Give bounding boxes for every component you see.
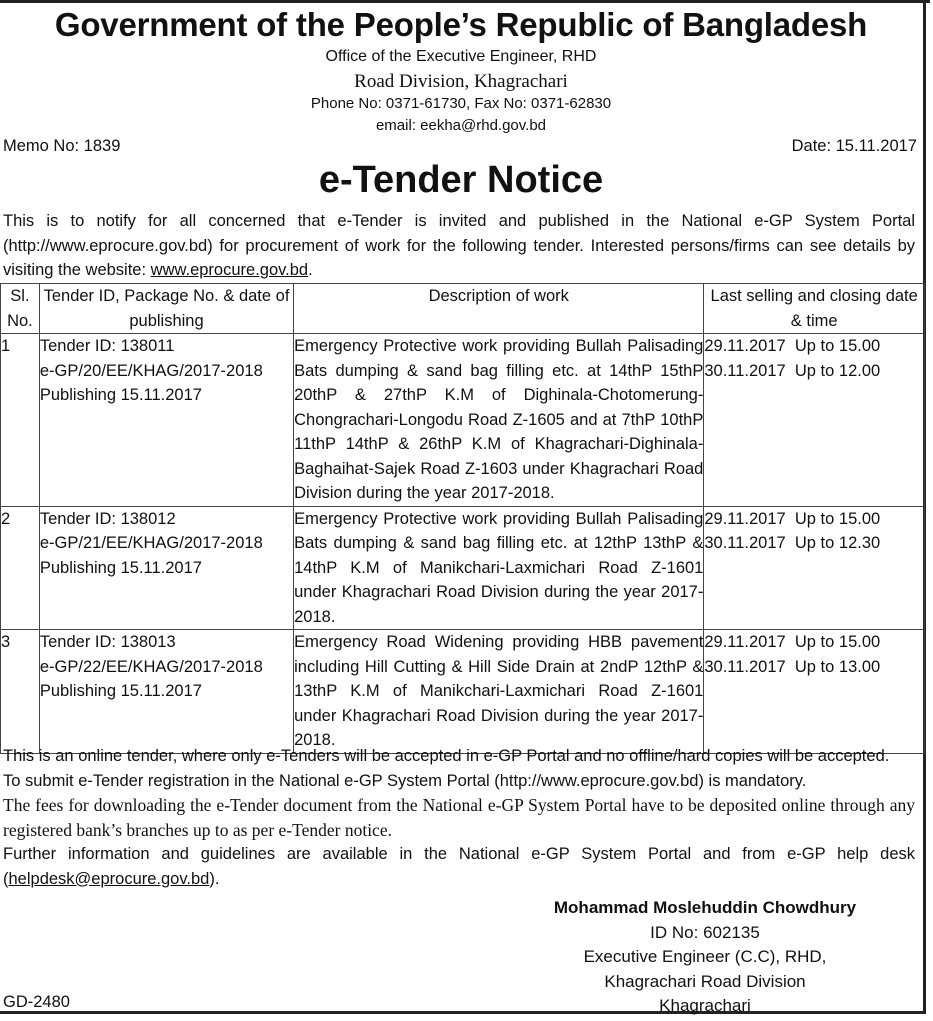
row-tender-info [39, 334, 293, 507]
closing-date: 30.11.2017 Up to 13.00 [704, 657, 881, 676]
header-tender: Tender ID, Package No. & date of publishing [39, 284, 293, 334]
closing-date: 30.11.2017 Up to 12.00 [704, 361, 881, 380]
helpdesk-link[interactable]: helpdesk@eprocure.gov.bd [8, 869, 210, 888]
row-tender-info [39, 630, 293, 754]
publishing-date: Publishing 15.11.2017 [39, 558, 202, 577]
row-sl: 1 [1, 334, 40, 507]
signatory-id: ID No: 602135 [650, 922, 760, 942]
row-tender-info [39, 506, 293, 630]
publishing-date: Publishing 15.11.2017 [39, 386, 202, 404]
signatory-name: Mohammad Moslehuddin Chowdhury [553, 898, 857, 917]
package-no: e-GP/20/EE/KHAG/2017-2018 [39, 361, 263, 380]
row-sl: 3 [1, 630, 40, 754]
package-no: e-GP/21/EE/KHAG/2017-2018 [39, 534, 263, 552]
division-name: Road Division, Khagrachari [354, 71, 568, 92]
tender-id: Tender ID: 138013 [39, 633, 176, 651]
eprocure-link[interactable]: www.eprocure.gov.bd [150, 261, 309, 279]
fees-note: The fees for downloading the e-Tender document from the National e-GP System Portal have to be deposited online through any registered bank’s branches up to as per e-Tender notice. [3, 795, 915, 840]
table-row [1, 630, 925, 754]
header-sl: Sl. No. [1, 284, 40, 334]
office-email: email: eekha@rhd.gov.bd [375, 117, 547, 134]
header-description: Description of work [294, 284, 704, 334]
intro-paragraph [3, 209, 915, 283]
table-row [1, 506, 925, 630]
gd-number: GD-2480 [3, 993, 70, 1011]
selling-date: 29.11.2017 Up to 15.00 [704, 337, 881, 355]
tender-id: Tender ID: 138011 [39, 337, 175, 355]
selling-date: 29.11.2017 Up to 15.00 [704, 509, 881, 528]
further-info-note [3, 842, 915, 891]
notice-date: Date: 15.11.2017 [791, 137, 917, 155]
row-description: Emergency Protective work providing Bullah Palisading Bats dumping & sand bag filling etc. at 12thP 13thP & 14thP K.M of Manikchari-Laxmichari Road Z-1601 under Khagrachari Road Division during the year 2017-2018. [294, 506, 704, 630]
intro-text: This is to notify for all concerned that e-Tender is invited and published in the National e-GP System Portal (http://www.eprocure.gov.bd) for procurement of work for the following tender. Interested persons/firms can see details by visiting the website: [3, 212, 915, 279]
signatory-division: Khagrachari Road Division [604, 971, 806, 991]
header-dates: Last selling and closing date & time [704, 284, 925, 334]
table-row [1, 334, 925, 507]
closing-date: 30.11.2017 Up to 12.30 [704, 534, 881, 552]
online-only-note: This is an online tender, where only e-Tenders will be accepted in e-GP Portal and no offline/hard copies will be accepted. [3, 747, 890, 765]
signatory-place: Khagrachari [659, 996, 751, 1015]
intro-end: . [308, 261, 313, 279]
phone-fax: Phone No: 0371-61730, Fax No: 0371-62830 [310, 95, 612, 112]
tender-id: Tender ID: 138012 [39, 509, 176, 528]
table-header-row [1, 284, 925, 334]
row-dates [704, 334, 925, 507]
memo-number: Memo No: 1839 [3, 137, 121, 155]
further-end: ). [209, 869, 220, 888]
row-dates [704, 630, 925, 754]
row-dates [704, 506, 925, 630]
office-name: Office of the Executive Engineer, RHD [325, 48, 597, 65]
package-no: e-GP/22/EE/KHAG/2017-2018 [39, 657, 263, 676]
notice-title: e-Tender Notice [318, 159, 604, 201]
row-description: Emergency Protective work providing Bullah Palisading Bats dumping & sand bag filling etc. at 14thP 15thP 20thP & 27thP K.M of Dighinala-Chotomerung-Chongrachari-Longodu Road Z-1605 and at 7thP 10thP 11thP 14thP & 26thP K.M of Khagrachari-Dighinala-Baghaihat-Sajek Road Z-1603 under Khagrachari Road Division during the year 2017-2018. [294, 334, 704, 507]
footer-notes [3, 744, 915, 891]
publishing-date: Publishing 15.11.2017 [39, 682, 202, 700]
selling-date: 29.11.2017 Up to 15.00 [704, 633, 881, 651]
signature-block [490, 896, 920, 1019]
signatory-designation: Executive Engineer (C.C), RHD, [583, 947, 827, 966]
row-sl: 2 [1, 506, 40, 630]
government-title: Government of the People’s Republic of Bangladesh [54, 6, 868, 43]
registration-note: To submit e-Tender registration in the National e-GP System Portal (http://www.eprocure.gov.bd) is mandatory. [3, 771, 807, 790]
tender-table [0, 283, 925, 754]
row-description: Emergency Road Widening providing HBB pavement including Hill Cutting & Hill Side Drain at 2ndP 12thP & 13thP K.M of Manikchari-Laxmichari Road Z-1601 under Khagrachari Road Division during the year 2017-2018. [294, 630, 704, 754]
further-text: Further information and guidelines are available in the National e-GP System Portal and from e-GP help desk ( [3, 845, 915, 888]
